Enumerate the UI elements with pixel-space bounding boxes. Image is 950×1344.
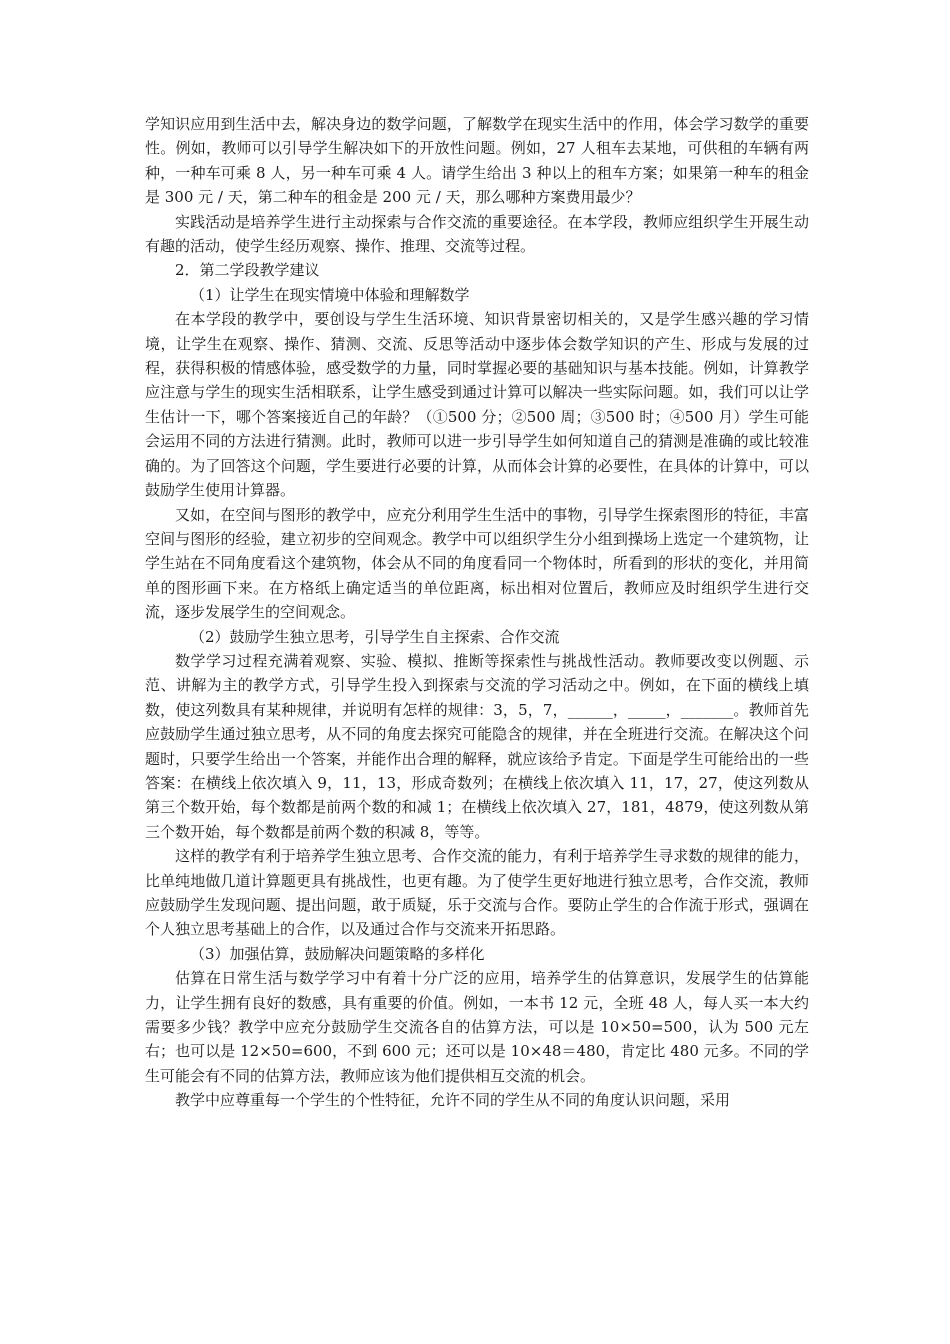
document-page — [145, 112, 809, 1113]
subsection-heading-1: （1）让学生在现实情境中体验和理解数学 — [190, 285, 470, 304]
paragraph-individuality: 教学中应尊重每一个学生的个性特征，允许不同的学生从不同的角度认识问题，采用 — [175, 1091, 731, 1110]
paragraph-continued-intro: 学知识应用到生活中去，解决身边的数学问题，了解数学在现实生活中的作用，体会学习数学的重要性。例如，教师可以引导学生解决如下的开放性问题。例如，27 人租车去某地，可供租的车辆有两种，一种车可乘 8 人，另一种车可乘 4 人。请学生给出 3 种以上的租车方案；如果第一种车的租金是 300 元 / 天，第二种车的租金是 200 元 / 天，那么哪种方案费用最少？ — [145, 115, 809, 207]
section-heading-second-stage: 2．第二学段教学建议 — [175, 261, 320, 280]
paragraph-practice-activities: 实践活动是培养学生进行主动探索与合作交流的重要途径。在本学段，教师应组织学生开展生动有趣的活动，使学生经历观察、操作、推理、交流等过程。 — [145, 212, 809, 256]
paragraph-space-and-shapes: 又如，在空间与图形的教学中，应充分利用学生生活中的事物，引导学生探索图形的特征，丰富空间与图形的经验，建立初步的空间观念。教学中可以组织学生分小组到操场上选定一个建筑物，让学生站在不同角度看这个建筑物，体会从不同的角度看同一个物体时，所看到的形状的变化，并用简单的图形画下来。在方格纸上确定适当的单位距离，标出相对位置后，教师应及时组织学生进行交流，逐步发展学生的空间观念。 — [145, 505, 809, 622]
subsection-heading-3: （3）加强估算，鼓励解决问题策略的多样化 — [190, 944, 485, 963]
paragraph-exploration: 数学学习过程充满着观察、实验、模拟、推断等探索性与挑战性活动。教师要改变以例题、示范、讲解为主的教学方式，引导学生投入到探索与交流的学习活动之中。例如，在下面的横线上填数，使这列数具有某种规律，并说明有怎样的规律：3，5，7，______，_____，_______。教师首先应鼓励学生通过独立思考，从不同的角度去探究可能隐含的规律，并在全班进行交流。在解决这个问题时，只要学生给出一个答案，并能作出合理的解释，就应该给予肯定。下面是学生可能给出的一些答案：在横线上依次填入 9，11，13，形成奇数列；在横线上依次填入 11，17，27，使这列数从第三个数开始，每个数都是前两个数的和减 1；在横线上依次填入 27，181，4879，使这列数从第三个数开始，每个数都是前两个数的积减 8，等等。 — [145, 651, 809, 841]
paragraph-independent-thinking: 这样的教学有利于培养学生独立思考、合作交流的能力，有利于培养学生寻求数的规律的能力，比单纯地做几道计算题更具有挑战性，也更有趣。为了使学生更好地进行独立思考，合作交流，教师应鼓励学生发现问题、提出问题，敢于质疑，乐于交流与合作。要防止学生的合作流于形式，强调在个人独立思考基础上的合作，以及通过合作与交流来开拓思路。 — [145, 847, 809, 939]
subsection-heading-2: （2）鼓励学生独立思考，引导学生自主探索、合作交流 — [190, 627, 560, 646]
paragraph-estimation: 估算在日常生活与数学学习中有着十分广泛的应用，培养学生的估算意识，发展学生的估算能力，让学生拥有良好的数感，具有重要的价值。例如，一本书 12 元，全班 48 人，每人买一本大约需要多少钱？教学中应充分鼓励学生交流各自的估算方法，可以是 10×50=500，认为 500 元左右；也可以是 12×50=600，不到 600 元；还可以是 10×48＝480，肯定比 480 元多。不同的学生可能会有不同的估算方法，教师应该为他们提供相互交流的机会。 — [145, 969, 809, 1085]
paragraph-real-situations: 在本学段的教学中，要创设与学生生活环境、知识背景密切相关的，又是学生感兴趣的学习情境，让学生在观察、操作、猜测、交流、反思等活动中逐步体会数学知识的产生、形成与发展的过程，获得积极的情感体验，感受数学的力量，同时掌握必要的基础知识与基本技能。例如，计算教学应注意与学生的现实生活相联系，让学生感受到通过计算可以解决一些实际问题。如，我们可以让学生估计一下，哪个答案接近自己的年龄？（①500 分；②500 周；③500 时；④500 月）学生可能会运用不同的方法进行猜测。此时，教师可以进一步引导学生如何知道自己的猜测是准确的或比较准确的。为了回答这个问题，学生要进行必要的计算，从而体会计算的必要性，在具体的计算中，可以鼓励学生使用计算器。 — [145, 310, 809, 500]
